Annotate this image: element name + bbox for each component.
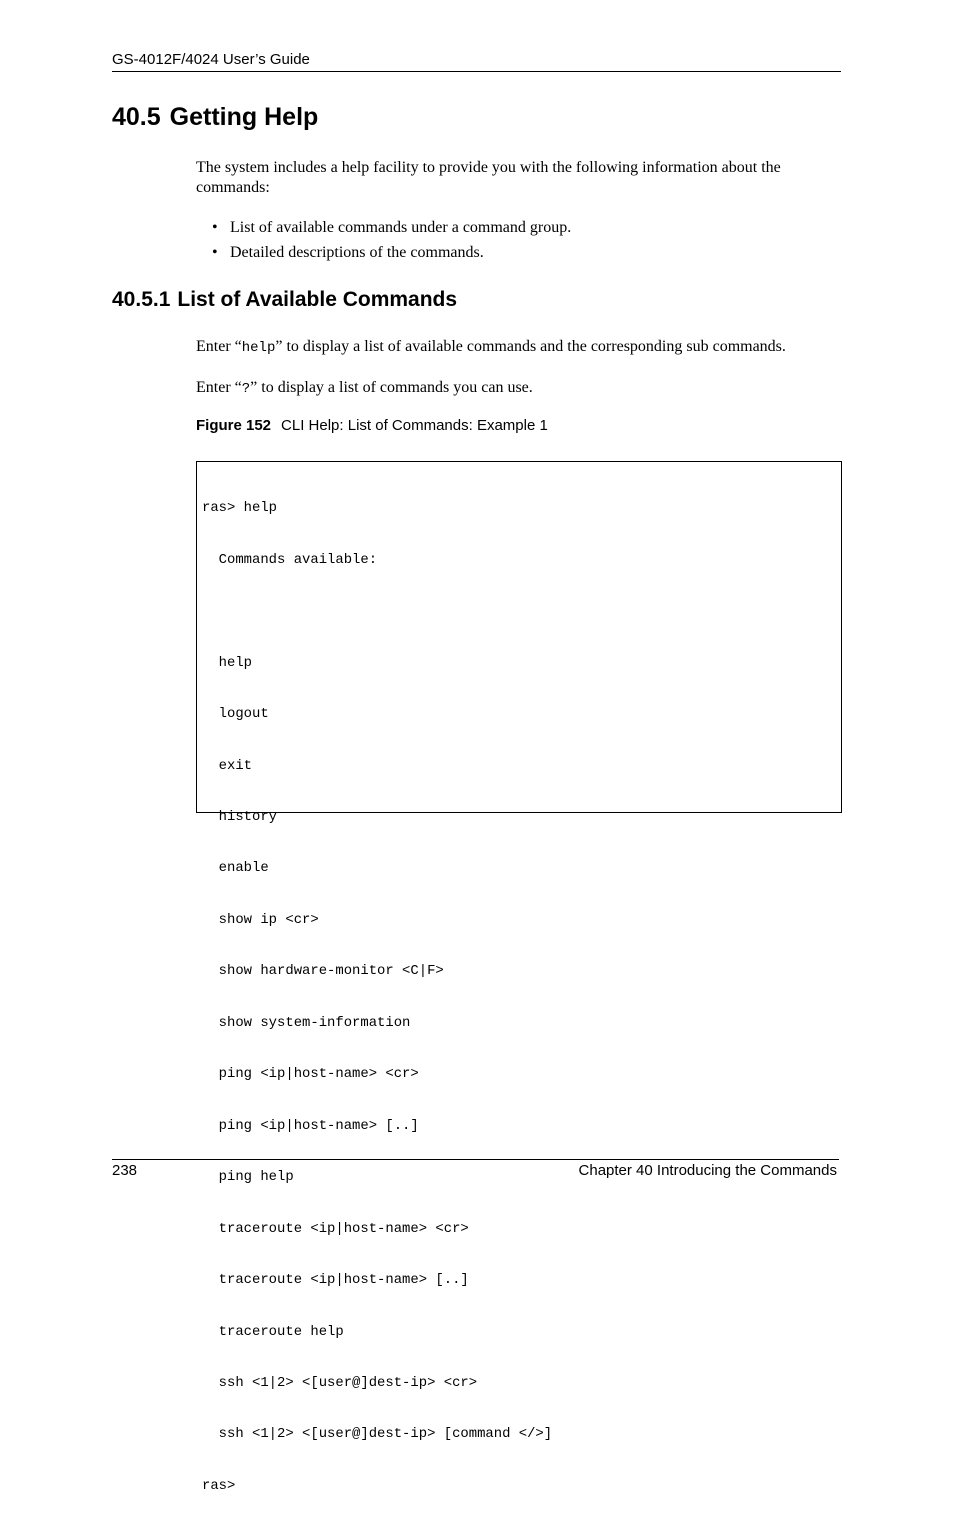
cli-output <box>202 466 552 1529</box>
header-rule <box>112 71 841 72</box>
code-line: exit <box>202 757 253 774</box>
code-line: show hardware-monitor <C|F> <box>202 963 444 980</box>
section-title: Getting Help <box>169 103 319 131</box>
chapter-title: Chapter 40 Introducing the Commands <box>578 1162 837 1179</box>
question-text-after: ” to display a list of commands you can use. <box>250 379 533 396</box>
footer-rule <box>112 1159 839 1160</box>
figure-caption-text: CLI Help: List of Commands: Example 1 <box>281 417 548 434</box>
help-text-after: ” to display a list of available commands and the corresponding sub commands. <box>275 338 786 355</box>
intro-paragraph: The system includes a help facility to provide you with the following information about the commands: <box>196 159 781 196</box>
code-line: traceroute help <box>202 1323 344 1340</box>
code-line: show system-information <box>202 1014 411 1031</box>
subsection-heading <box>112 288 457 312</box>
code-line: ssh <1|2> <[user@]dest-ip> [command </>] <box>202 1426 553 1443</box>
code-line: ras> <box>202 1477 236 1494</box>
code-line: ras> help <box>202 500 278 517</box>
list-item-text: Detailed descriptions of the commands. <box>230 244 484 261</box>
code-line: enable <box>202 860 269 877</box>
code-line: help <box>202 654 253 671</box>
code-line: Commands available: <box>202 551 378 568</box>
bullet-list <box>196 218 571 268</box>
code-line: history <box>202 809 278 826</box>
code-line: ping <ip|host-name> [..] <box>202 1117 419 1134</box>
bullet-marker: • <box>212 244 218 261</box>
question-command: ? <box>241 381 251 397</box>
list-item <box>196 243 571 268</box>
code-line: logout <box>202 706 269 723</box>
help-paragraph <box>196 337 836 358</box>
page-number: 238 <box>112 1162 138 1179</box>
running-header: GS-4012F/4024 User’s Guide <box>112 51 310 68</box>
code-line: show ip <cr> <box>202 911 319 928</box>
code-line: ping help <box>202 1169 294 1186</box>
section-number: 40.5 <box>112 103 161 131</box>
list-item <box>196 218 571 243</box>
bullet-marker: • <box>212 219 218 236</box>
subsection-number: 40.5.1 <box>112 288 171 311</box>
section-heading <box>112 103 318 132</box>
subsection-title: List of Available Commands <box>177 288 458 311</box>
figure-caption <box>196 417 548 434</box>
help-text-before: Enter “ <box>196 338 242 355</box>
figure-label: Figure 152 <box>196 417 272 434</box>
code-line: ping <ip|host-name> <cr> <box>202 1066 419 1083</box>
code-line: traceroute <ip|host-name> [..] <box>202 1272 469 1289</box>
question-paragraph <box>196 378 836 399</box>
code-line <box>202 603 552 620</box>
code-line: ssh <1|2> <[user@]dest-ip> <cr> <box>202 1375 478 1392</box>
list-item-text: List of available commands under a command group. <box>230 219 572 236</box>
help-command: help <box>241 340 276 356</box>
question-text-before: Enter “ <box>196 379 242 396</box>
code-line: traceroute <ip|host-name> <cr> <box>202 1220 469 1237</box>
